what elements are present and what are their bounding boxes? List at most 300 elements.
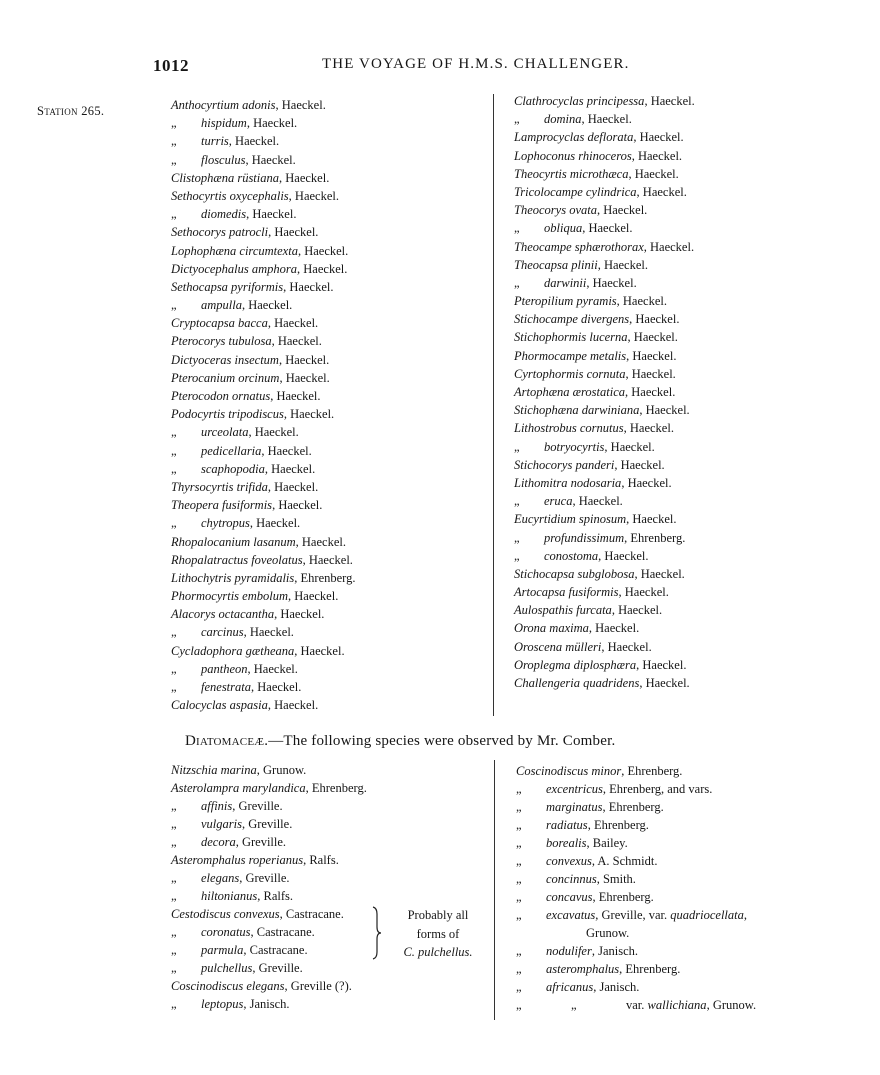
species-name: elegans bbox=[201, 871, 240, 885]
species-authority: , Janisch. bbox=[243, 997, 290, 1011]
species-authority: , Haeckel. bbox=[272, 498, 323, 513]
species-name: Theocorys ovata bbox=[514, 203, 597, 218]
species-name: Pterocorys tubulosa bbox=[171, 334, 272, 349]
species-authority: , Bailey. bbox=[586, 836, 628, 850]
note-line-2: forms of bbox=[416, 926, 460, 941]
list-item bbox=[171, 569, 356, 587]
species-name: parmula bbox=[201, 943, 244, 957]
list-item bbox=[514, 438, 695, 456]
species-name: Tricolocampe cylindrica bbox=[514, 184, 637, 199]
list-item bbox=[171, 605, 356, 623]
species-authority: , Greville, var. bbox=[595, 908, 671, 922]
species-name: excavatus bbox=[546, 908, 596, 922]
species-name: africanus bbox=[546, 980, 594, 994]
species-name: Artocapsa fusiformis bbox=[514, 585, 619, 600]
ditto-mark: „ bbox=[171, 943, 177, 957]
list-item bbox=[516, 852, 756, 870]
list-item bbox=[171, 169, 356, 187]
ditto-mark: „ bbox=[171, 961, 177, 975]
species-authority: , Haeckel. bbox=[279, 170, 330, 185]
species-name: fenestrata bbox=[201, 680, 251, 694]
list-item bbox=[514, 347, 695, 365]
species-authority: , Haeckel. bbox=[625, 366, 676, 381]
species-name: Clistophæna rüstiana bbox=[171, 170, 280, 185]
species-authority: , Haeckel. bbox=[295, 534, 346, 549]
species-authority: , Haeckel. bbox=[279, 370, 330, 385]
list-item bbox=[514, 310, 695, 328]
list-item bbox=[514, 328, 695, 346]
ditto-mark: „ bbox=[171, 997, 177, 1011]
note-line-1: Probably all bbox=[407, 908, 469, 922]
species-name: Dictyocephalus amphora bbox=[171, 261, 298, 276]
ditto-mark: „ bbox=[516, 962, 522, 976]
species-name: concavus bbox=[546, 890, 593, 904]
species-name: eruca bbox=[544, 494, 573, 509]
species-name: pedicellaria bbox=[201, 443, 262, 458]
list-item bbox=[514, 256, 695, 274]
species-authority: , Greville. bbox=[252, 961, 303, 975]
species-name: Stichocapsa subglobosa bbox=[514, 566, 635, 581]
ditto-mark: „ bbox=[514, 548, 520, 563]
species-name: nodulifer bbox=[546, 944, 592, 958]
list-item bbox=[171, 642, 356, 660]
species-authority: , Haeckel. bbox=[618, 585, 669, 600]
species-authority: , Ehrenberg. bbox=[592, 890, 654, 904]
list-item bbox=[171, 187, 356, 205]
list-item bbox=[514, 128, 695, 146]
species-name: Stichocampe divergens bbox=[514, 312, 630, 327]
species-name: Alacorys octacantha bbox=[171, 607, 275, 622]
species-authority: , Haeckel. bbox=[245, 152, 296, 167]
list-item bbox=[514, 456, 695, 474]
list-item bbox=[171, 423, 356, 441]
ditto-mark: „ bbox=[171, 152, 177, 167]
list-item bbox=[171, 387, 356, 405]
list-item bbox=[514, 565, 695, 583]
species-name: turris bbox=[201, 134, 229, 149]
list-item bbox=[514, 183, 695, 201]
ditto-mark: „ bbox=[171, 871, 177, 885]
species-name: Lophophæna circumtexta bbox=[171, 243, 298, 258]
species-name: scaphopodia bbox=[201, 461, 265, 476]
list-item bbox=[171, 442, 356, 460]
list-item bbox=[514, 292, 695, 310]
species-name: Theocampe sphærothorax bbox=[514, 239, 644, 254]
species-authority: , Haeckel. bbox=[623, 421, 674, 436]
list-item bbox=[171, 587, 356, 605]
species-authority: , Smith. bbox=[596, 872, 636, 886]
list-item bbox=[171, 959, 367, 977]
species-authority: , Haeckel. bbox=[588, 621, 640, 636]
ditto-mark: „ bbox=[516, 980, 522, 994]
species-name: darwinii bbox=[544, 275, 587, 290]
species-name: domina bbox=[544, 112, 582, 127]
list-item bbox=[171, 887, 367, 905]
ditto-mark: „ bbox=[171, 516, 177, 531]
species-name: concinnus bbox=[546, 872, 597, 886]
list-item bbox=[171, 995, 367, 1013]
species-name: marginatus bbox=[546, 800, 603, 814]
species-authority: , Haeckel. bbox=[275, 98, 326, 112]
species-name: affinis bbox=[201, 799, 233, 813]
species-authority: , Greville. bbox=[232, 799, 283, 813]
ditto-mark: „ bbox=[171, 625, 177, 640]
diatom-heading-text: .—The following species were observed by Mr. Comber. bbox=[264, 733, 616, 749]
species-authority: , Castracane. bbox=[250, 925, 315, 939]
ditto-mark: „ bbox=[516, 890, 522, 904]
species-authority: , Janisch. bbox=[593, 980, 640, 994]
ditto-mark: „ bbox=[516, 998, 522, 1012]
species-authority: , Haeckel. bbox=[636, 184, 687, 199]
species-authority: , Haeckel. bbox=[596, 203, 648, 218]
species-name: Cyrtophormis cornuta bbox=[514, 366, 626, 381]
species-authority: , Grunow. bbox=[256, 763, 307, 777]
list-item bbox=[516, 978, 756, 996]
species-name: Challengeria quadridens bbox=[514, 676, 640, 690]
species-authority: , Haeckel. bbox=[604, 439, 655, 454]
species-authority: , Haeckel. bbox=[597, 257, 649, 272]
radiolaria-list-left bbox=[171, 96, 356, 714]
list-item bbox=[171, 941, 367, 959]
species-authority: , Ehrenberg. bbox=[619, 962, 681, 976]
ditto-mark: „ bbox=[516, 782, 522, 796]
ditto-mark: „ bbox=[514, 439, 520, 454]
species-authority: , Greville. bbox=[241, 817, 293, 831]
diatom-list-left bbox=[171, 761, 367, 1013]
species-name: Nitzschia marina bbox=[171, 763, 257, 777]
list-item bbox=[171, 242, 356, 260]
ditto-mark: „ bbox=[171, 425, 177, 440]
ditto-mark: „ bbox=[171, 298, 177, 313]
ditto-mark: „ bbox=[171, 817, 177, 831]
ditto-mark: „ bbox=[516, 800, 522, 814]
species-authority: , Haeckel. bbox=[598, 548, 649, 563]
species-authority: , Haeckel. bbox=[228, 134, 280, 149]
ditto-mark: „ bbox=[516, 854, 522, 868]
species-authority: , Ralfs. bbox=[303, 853, 339, 867]
list-item bbox=[171, 923, 367, 941]
list-item bbox=[171, 96, 356, 114]
species-name: Pterocodon ornatus bbox=[171, 389, 271, 403]
list-item bbox=[171, 869, 367, 887]
species-authority: , Haeckel. bbox=[581, 112, 632, 127]
list-item bbox=[514, 401, 695, 419]
list-item bbox=[514, 619, 695, 637]
species-authority: , Haeckel. bbox=[246, 116, 298, 131]
ditto-mark: „ bbox=[171, 443, 177, 458]
species-name: Lithostrobus cornutus bbox=[514, 421, 624, 436]
species-name: Dictyoceras insectum bbox=[171, 352, 279, 367]
species-name: chytropus bbox=[201, 516, 250, 531]
species-name: hiltonianus bbox=[201, 889, 258, 903]
species-name: leptopus bbox=[201, 997, 244, 1011]
species-authority: , Haeckel. bbox=[616, 294, 667, 309]
species-authority: , Castracane. bbox=[243, 943, 308, 957]
list-item bbox=[171, 369, 356, 387]
list-item bbox=[516, 834, 756, 852]
species-name: Asterolampra marylandica bbox=[171, 781, 306, 795]
list-item bbox=[514, 201, 695, 219]
variety-authority: , bbox=[743, 908, 747, 922]
species-authority: , Janisch. bbox=[591, 944, 639, 958]
list-item bbox=[514, 656, 695, 674]
list-item bbox=[171, 205, 356, 223]
species-authority: Grunow. bbox=[586, 926, 630, 940]
list-item bbox=[171, 260, 356, 278]
species-name: Sethocyrtis oxycephalis bbox=[171, 188, 289, 203]
species-authority: , Haeckel. bbox=[288, 589, 339, 604]
species-authority: , Haeckel. bbox=[628, 166, 679, 181]
column-divider-top bbox=[493, 94, 494, 716]
running-title: THE VOYAGE OF H.M.S. CHALLENGER. bbox=[322, 56, 630, 72]
species-authority: , Haeckel. bbox=[249, 516, 301, 531]
species-name: borealis bbox=[546, 836, 587, 850]
species-authority: , Haeckel. bbox=[621, 475, 672, 490]
species-name: Stichophormis lucerna bbox=[514, 330, 628, 345]
species-name: Pterocanium orcinum bbox=[171, 370, 280, 385]
species-authority: , Haeckel. bbox=[639, 676, 690, 690]
ditto-mark: „ bbox=[516, 836, 522, 850]
species-name: Phormocyrtis embolum bbox=[171, 589, 288, 604]
species-authority: , Haeckel. bbox=[288, 188, 339, 203]
species-authority: , A. Schmidt. bbox=[591, 854, 658, 868]
species-authority: , Haeckel. bbox=[639, 403, 690, 418]
species-name: Orona maxima bbox=[514, 621, 589, 636]
species-authority: , Haeckel. bbox=[626, 512, 677, 527]
species-authority: , Haeckel. bbox=[626, 348, 677, 363]
species-name: Cryptocapsa bacca bbox=[171, 316, 268, 331]
brace-icon bbox=[371, 906, 383, 960]
species-authority: , Haeckel. bbox=[633, 130, 684, 145]
species-name: asteromphalus bbox=[546, 962, 620, 976]
species-name: Thyrsocyrtis trifida bbox=[171, 479, 268, 494]
species-name: Lophoconus rhinoceros bbox=[514, 148, 632, 163]
ditto-mark: „ bbox=[516, 908, 522, 922]
species-name: Eucyrtidium spinosum bbox=[514, 512, 627, 527]
list-item bbox=[171, 977, 367, 995]
list-item bbox=[171, 496, 356, 514]
species-authority: , Haeckel. bbox=[261, 443, 312, 458]
species-name: Lamprocyclas deflorata bbox=[514, 130, 634, 145]
species-name: Pteropilium pyramis bbox=[514, 294, 617, 309]
ditto-mark: „ bbox=[171, 661, 177, 676]
species-authority: , Castracane. bbox=[279, 907, 344, 921]
list-item bbox=[171, 114, 356, 132]
ditto-mark: „ bbox=[514, 494, 520, 509]
list-item bbox=[514, 274, 695, 292]
species-authority: , Ehrenberg. bbox=[621, 764, 683, 778]
species-name: Theopera fusiformis bbox=[171, 498, 273, 513]
species-name: Calocyclas aspasia bbox=[171, 698, 268, 713]
ditto-mark: „ bbox=[171, 207, 177, 222]
variety-name: quadriocellata bbox=[670, 908, 744, 922]
list-item bbox=[516, 816, 756, 834]
ditto-mark: „ bbox=[571, 998, 577, 1012]
ditto-mark: „ bbox=[516, 818, 522, 832]
ditto-mark: „ bbox=[514, 221, 520, 236]
list-item bbox=[171, 314, 356, 332]
species-name: convexus bbox=[546, 854, 592, 868]
species-authority: , Haeckel. bbox=[625, 385, 676, 399]
list-item bbox=[171, 815, 367, 833]
diatom-heading-name: Diatomaceæ bbox=[185, 733, 265, 749]
species-authority: , Haeckel. bbox=[271, 334, 322, 349]
species-name: coronatus bbox=[201, 925, 251, 939]
species-authority: , Haeckel. bbox=[636, 657, 687, 672]
ditto-mark: „ bbox=[516, 872, 522, 886]
list-item bbox=[171, 151, 356, 169]
station-label: Station 265. bbox=[37, 104, 105, 118]
species-authority: , Haeckel. bbox=[241, 298, 293, 313]
list-item bbox=[171, 678, 356, 696]
species-authority: , Haeckel. bbox=[611, 603, 663, 618]
species-authority: , Greville (?). bbox=[284, 979, 352, 993]
species-authority: , Haeckel. bbox=[601, 639, 652, 654]
species-authority: , Haeckel. bbox=[283, 279, 334, 294]
list-item bbox=[516, 888, 756, 906]
ditto-mark: „ bbox=[514, 112, 520, 127]
species-name: carcinus bbox=[201, 625, 244, 640]
species-authority: , Haeckel. bbox=[267, 316, 319, 331]
list-item bbox=[171, 851, 367, 869]
column-divider-bottom bbox=[494, 760, 495, 1020]
list-item bbox=[516, 960, 756, 978]
list-item bbox=[171, 514, 356, 532]
ditto-mark: „ bbox=[171, 925, 177, 939]
ditto-mark: „ bbox=[171, 461, 177, 476]
species-authority: , Haeckel. bbox=[274, 607, 325, 622]
species-name: hispidum bbox=[201, 116, 247, 131]
species-name: radiatus bbox=[546, 818, 588, 832]
list-item bbox=[514, 419, 695, 437]
species-authority: , Ehrenberg. bbox=[587, 818, 649, 832]
diatom-heading bbox=[185, 733, 615, 750]
species-authority: , Haeckel. bbox=[297, 261, 348, 276]
species-authority: , Haeckel. bbox=[264, 461, 316, 476]
species-name: Lithochytris pyramidalis bbox=[171, 570, 295, 585]
species-authority: , Haeckel. bbox=[627, 330, 678, 345]
list-item bbox=[171, 660, 356, 678]
list-item bbox=[514, 492, 695, 510]
species-name: pulchellus bbox=[201, 961, 253, 975]
species-name: Rhopalatractus foveolatus bbox=[171, 552, 303, 567]
list-item bbox=[514, 383, 695, 401]
ditto-mark: „ bbox=[516, 944, 522, 958]
diatom-list-right bbox=[516, 762, 756, 1014]
species-authority: , Haeckel. bbox=[283, 407, 335, 422]
variety-authority: , Grunow. bbox=[706, 998, 757, 1012]
species-authority: , Haeckel. bbox=[251, 680, 302, 694]
list-item bbox=[171, 278, 356, 296]
species-authority: , Ehrenberg. bbox=[305, 781, 367, 795]
ditto-mark: „ bbox=[514, 275, 520, 290]
list-item bbox=[514, 219, 695, 237]
species-authority: , Haeckel. bbox=[297, 243, 349, 258]
list-item bbox=[516, 996, 756, 1014]
species-authority: , Haeckel. bbox=[243, 625, 294, 640]
list-item bbox=[171, 296, 356, 314]
species-authority: , Haeckel. bbox=[582, 221, 633, 236]
list-item bbox=[171, 551, 356, 569]
species-name: obliqua bbox=[544, 221, 583, 236]
list-item bbox=[516, 762, 756, 780]
species-name: excentricus bbox=[546, 782, 603, 796]
species-name: Aulospathis furcata bbox=[514, 603, 612, 618]
list-item bbox=[514, 110, 695, 128]
species-name: diomedis bbox=[201, 207, 247, 222]
species-authority: , Haeckel. bbox=[294, 643, 345, 658]
list-item bbox=[171, 478, 356, 496]
list-item bbox=[514, 547, 695, 565]
species-authority: , Haeckel. bbox=[267, 479, 319, 494]
species-name: Coscinodiscus minor bbox=[516, 764, 622, 778]
species-name: profundissimum bbox=[544, 530, 625, 545]
list-item bbox=[514, 365, 695, 383]
ditto-mark: „ bbox=[171, 889, 177, 903]
species-authority: , Haeckel. bbox=[268, 225, 319, 240]
species-authority: , Ehrenberg, and vars. bbox=[602, 782, 713, 796]
radiolaria-list-right bbox=[514, 92, 695, 692]
species-name: Anthocyrtium adonis bbox=[171, 98, 276, 112]
species-authority: , Haeckel. bbox=[643, 239, 695, 254]
species-name: pantheon bbox=[201, 661, 248, 676]
species-name: Theocapsa plinii bbox=[514, 257, 598, 272]
species-authority: , Haeckel. bbox=[248, 425, 299, 440]
species-name: Cycladophora gætheana bbox=[171, 643, 295, 658]
species-name: Theocyrtis microthæca bbox=[514, 166, 629, 181]
ditto-mark: „ bbox=[171, 799, 177, 813]
list-item bbox=[171, 905, 367, 923]
species-name: decora bbox=[201, 835, 236, 849]
list-item bbox=[171, 405, 356, 423]
species-authority: , Haeckel. bbox=[247, 661, 298, 676]
species-name: Artophæna ærostatica bbox=[514, 385, 626, 399]
list-item bbox=[516, 924, 756, 942]
list-item bbox=[171, 332, 356, 350]
species-name: Podocyrtis tripodiscus bbox=[171, 407, 284, 422]
list-item bbox=[171, 533, 356, 551]
species-name: Clathrocyclas principessa bbox=[514, 94, 645, 108]
list-item bbox=[514, 510, 695, 528]
list-item bbox=[516, 780, 756, 798]
species-name: vulgaris bbox=[201, 817, 242, 831]
species-authority: , Haeckel. bbox=[267, 698, 319, 713]
list-item bbox=[514, 92, 695, 110]
ditto-mark: „ bbox=[514, 530, 520, 545]
list-item bbox=[171, 223, 356, 241]
list-item bbox=[514, 674, 695, 692]
species-name: Phormocampe metalis bbox=[514, 348, 627, 363]
list-item bbox=[514, 601, 695, 619]
list-item bbox=[171, 460, 356, 478]
species-authority: , Haeckel. bbox=[629, 312, 680, 327]
list-item bbox=[171, 797, 367, 815]
species-authority: , Haeckel. bbox=[302, 552, 353, 567]
list-item bbox=[514, 238, 695, 256]
species-authority: , Ehrenberg. bbox=[602, 800, 664, 814]
ditto-mark: „ bbox=[171, 116, 177, 131]
species-authority: , Ehrenberg. bbox=[294, 570, 356, 585]
list-item bbox=[514, 165, 695, 183]
species-authority: , Haeckel. bbox=[631, 148, 683, 163]
species-authority: , Haeckel. bbox=[634, 566, 685, 581]
species-authority: , Ehrenberg. bbox=[624, 530, 686, 545]
note-line-3: C. pulchellus. bbox=[403, 945, 473, 959]
list-item bbox=[514, 638, 695, 656]
list-item bbox=[516, 906, 756, 924]
species-name: Sethocorys patrocli bbox=[171, 225, 269, 240]
species-name: Stichophæna darwiniana bbox=[514, 403, 640, 418]
